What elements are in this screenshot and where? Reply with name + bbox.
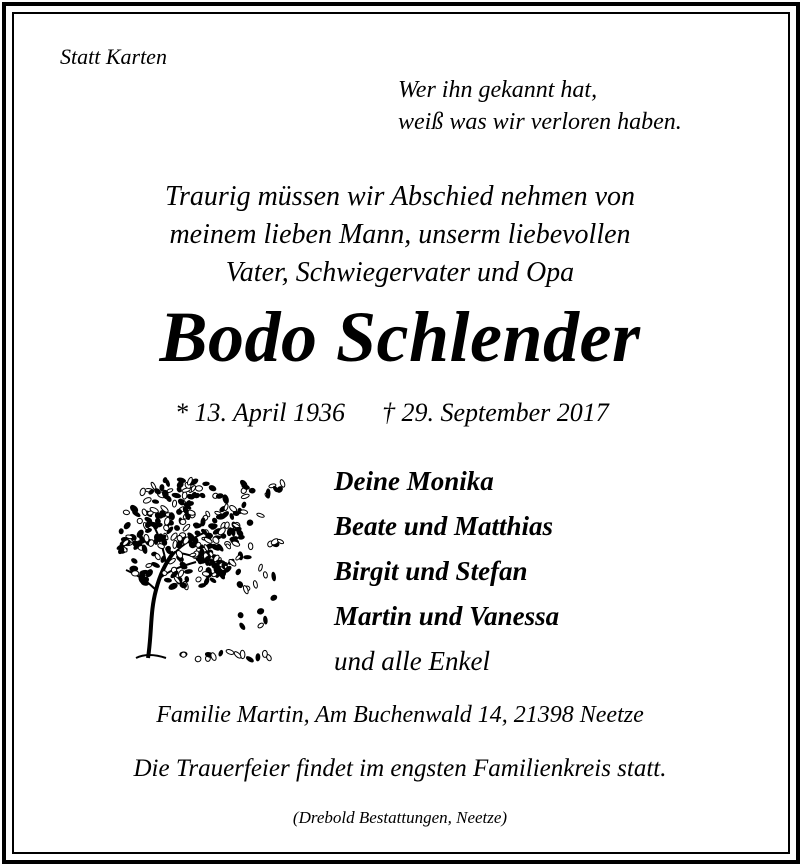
tree-leaf [194,530,200,536]
tree-leaf [195,576,202,583]
mourner-3: Birgit und Stefan [334,556,528,586]
tree-leaf [208,485,216,492]
tree-with-falling-leaves-icon [108,462,288,672]
mourner-4: Martin und Vanessa [334,601,560,631]
tree-leaf [123,510,130,516]
tree-leaf [231,540,240,547]
tree-leaf [257,608,265,615]
tree-leaf [180,652,186,658]
quote-line-1: Wer ihn gekannt hat, [398,77,598,103]
tree-leaf [123,521,131,530]
tree-leaf [192,542,196,547]
tree-leaf [144,516,152,523]
mourner-1: Deine Monika [334,466,494,496]
intro-line-2: meinem lieben Mann, unserm liebevollen [169,219,631,250]
tree-leaf [160,484,165,490]
tree-leaf [241,493,250,499]
tree-leaf [257,622,264,629]
tree-leaf [177,569,184,578]
tree-leaf [262,650,267,657]
tree-leaf [240,509,248,514]
tree-leaf [141,545,147,554]
tree-leaf [258,564,263,572]
tree-leaf [174,525,181,532]
mourner-2: Beate und Matthias [334,511,554,541]
tree-leaf [235,568,241,575]
tree-leaf [236,581,244,589]
tree-leaf [168,582,178,591]
memorial-quote [398,74,682,138]
mourners-closing: und alle Enkel [334,646,490,676]
birth-date: * 13. April 1936 [175,398,345,427]
tree-leaf [273,486,279,493]
tree-leaf [145,563,152,568]
tree-leaf [209,577,216,583]
mourners-list [334,459,559,684]
tree-leaf [239,622,246,630]
deceased-name: Bodo Schlender [159,297,641,377]
tree-leaf [266,489,270,498]
tree-leaf [202,571,210,576]
tree-leaf [205,533,212,539]
tree-leaf [184,569,192,574]
tree-leaf [165,479,170,487]
family-address: Familie Martin, Am Buchenwald 14, 21398 Neetze [156,702,644,728]
tree-leaf [185,576,189,582]
tree-leaf [249,488,255,493]
quote-line-2: weiß was wir verloren haben. [398,109,682,135]
intro-line-3: Vater, Schwiegervater und Opa [225,257,575,288]
tree-leaf [270,594,278,601]
intro-line-1: Traurig müssen wir Abschied nehmen von [164,181,636,212]
tree-leaf [218,650,223,657]
tree-leaf [198,566,204,572]
statt-karten-label: Statt Karten [60,44,167,69]
tree-leaf [172,493,181,499]
tree-leaf [137,518,143,524]
tree-leaf [244,556,252,559]
tree-leaf [195,486,202,492]
tree-leaf [132,571,139,576]
tree-leaf [225,649,234,656]
tree-leaf [203,482,210,486]
tree-leaf [151,561,160,568]
tree-leaf [155,534,159,540]
tree-leaf [263,616,267,624]
tree-leaf [253,580,258,588]
tree-leaf [248,543,253,550]
tree-leaf [180,519,186,524]
tree-leaf [143,497,152,505]
tree-leaf [152,499,159,503]
tree-leaf [256,654,260,661]
tree-leaf [271,572,276,581]
tree-leaf [210,652,217,661]
undertaker-credit: (Drebold Bestattungen, Neetze) [292,808,508,827]
tree-leaf [237,612,243,618]
tree-leaf [131,558,138,565]
tree-leaf [246,656,255,663]
tree-leaf [164,578,171,583]
tree-leaf [263,571,268,578]
tree-leaf [119,529,124,534]
tree-leaf [201,518,206,526]
tree-leaf [241,502,246,508]
tree-leaf [172,500,177,507]
tree-leaf [246,519,253,526]
tree-leaf [209,524,217,529]
tree-leaf [194,655,202,662]
tree-leaf [154,553,161,561]
intro-text [0,178,800,292]
death-date: † 29. September 2017 [382,398,609,427]
tree-leaf [139,488,146,497]
tree-leaf [223,503,228,510]
tree-leaf [141,508,148,516]
tree-leaf [256,512,264,518]
tree-leaf [199,492,205,498]
funeral-note: Die Trauerfeier findet im engsten Familienkreis statt. [133,755,667,782]
tree-leaf [198,583,206,588]
